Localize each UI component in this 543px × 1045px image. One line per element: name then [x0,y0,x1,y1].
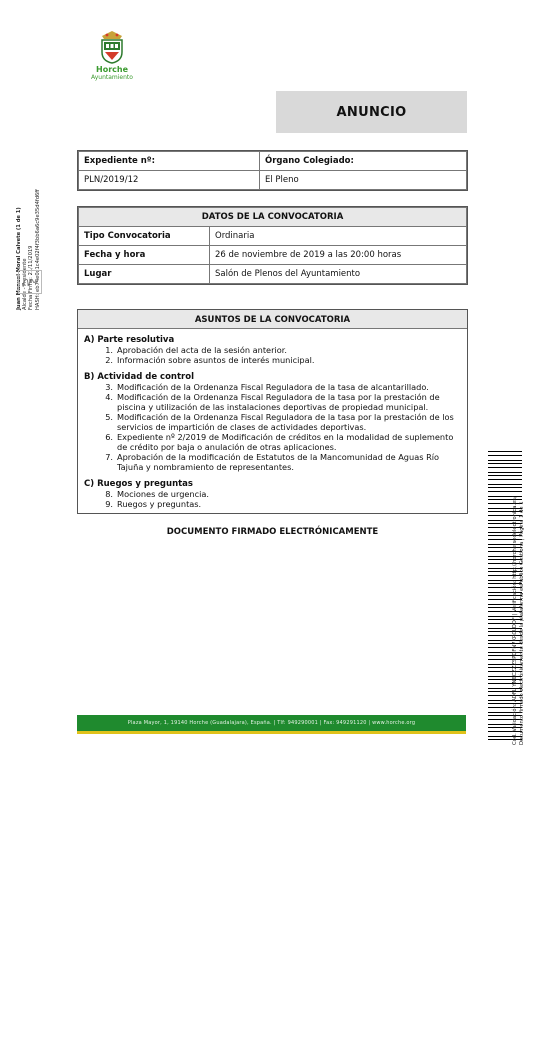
lugar-value: Salón de Plenos del Ayuntamiento [210,265,467,284]
validation-text [512,496,532,1045]
page-footer: Plaza Mayor, 1, 19140 Horche (Guadalajara), España. | Tlf: 949290001 | Fax: 949291120 | www.horche.org [77,715,466,734]
expediente-table [77,150,468,191]
signature-date: Fecha Firma: 21/11/2019 [28,245,35,310]
fecha-value: 26 de noviembre de 2019 a las 20:00 horas [210,246,467,265]
coat-of-arms-icon [98,30,126,64]
section-title: C) Ruegos y preguntas [84,479,193,489]
item-number: 6. [105,432,113,442]
list-item [84,489,461,499]
list-item [84,432,461,452]
item-text: Aprobación del acta de la sesión anterior. [117,345,287,355]
convocatoria-title: DATOS DE LA CONVOCATORIA [79,208,467,227]
item-number: 4. [105,392,113,402]
organo-label: Órgano Colegiado: [260,152,467,171]
item-text: Expediente nº 2/2019 de Modificación de créditos en la modalidad de suplemento de crédito por baja o anulación de otras aplicaciones. [117,432,454,452]
list-item [84,412,461,432]
signer-role: Alcalde - Presidente [22,258,29,310]
tipo-label: Tipo Convocatoria [79,227,210,246]
validation-line-1: Cód. Validación: ADFL YN6CZZZSPQFN7KRCLDDF | Verificación: http://horche.sedelectronica.es/ [512,496,518,745]
asuntos-box [77,309,468,514]
item-number: 2. [105,355,113,365]
item-number: 7. [105,452,113,462]
item-text: Modificación de la Ordenanza Fiscal Reguladora de la tasa por la prestación de piscina y utilización de las instalaciones deportivas de propiedad municipal. [117,392,440,412]
item-number: 3. [105,382,113,392]
agenda-list [78,329,467,509]
anuncio-title: ANUNCIO [276,91,467,133]
item-text: Información sobre asuntos de interés municipal. [117,355,315,365]
item-number: 5. [105,412,113,422]
item-text: Mociones de urgencia. [117,489,210,499]
item-number: 1. [105,345,113,355]
validation-line-2: Documento firmado electrónicamente desde la plataforma esPublico Gestiona | Página 1 de 1 [518,501,525,745]
item-text: Modificación de la Ordenanza Fiscal Reguladora de la tasa de alcantarillado. [117,382,429,392]
lugar-label: Lugar [79,265,210,284]
signature-scribble-icon [19,271,41,293]
logo-subtitle: Ayuntamiento [91,74,133,81]
section-title: A) Parte resolutiva [84,335,175,345]
item-text: Aprobación de la modificación de Estatutos de la Mancomunidad de Aguas Río Tajuña y nombramiento de representantes. [117,452,440,472]
signed-notice: DOCUMENTO FIRMADO ELECTRÓNICAMENTE [166,527,379,537]
list-item [84,452,461,472]
item-number: 9. [105,499,113,509]
table-row [79,246,467,265]
list-item [84,392,461,412]
signature-hash: HASH: eb74e0c1c4e02f4f3bb6a6c9e35d4fd6ff [34,189,41,310]
expediente-label: Expediente nº: [79,152,260,171]
convocatoria-table [77,206,468,285]
table-row [79,227,467,246]
expediente-value: PLN/2019/12 [79,171,260,190]
signature-stamp [18,270,42,294]
list-item [84,382,461,392]
fecha-label: Fecha y hora [79,246,210,265]
organo-value: El Pleno [260,171,467,190]
signer-name: Juan Manuel Moral Calvete (1 de 1) [16,207,22,310]
tipo-value: Ordinaria [210,227,467,246]
item-number: 8. [105,489,113,499]
list-item [84,499,461,509]
list-item [84,355,461,365]
item-text: Ruegos y preguntas. [117,499,202,509]
table-row [79,265,467,284]
item-text: Modificación de la Ordenanza Fiscal Reguladora de la tasa por la prestación de los servicios de impartición de clases de actividades deportivas. [117,412,454,432]
section-title: B) Actividad de control [84,372,194,382]
logo-name: Horche [96,65,128,74]
asuntos-title: ASUNTOS DE LA CONVOCATORIA [78,310,467,329]
municipal-logo [86,30,138,81]
list-item [84,345,461,355]
